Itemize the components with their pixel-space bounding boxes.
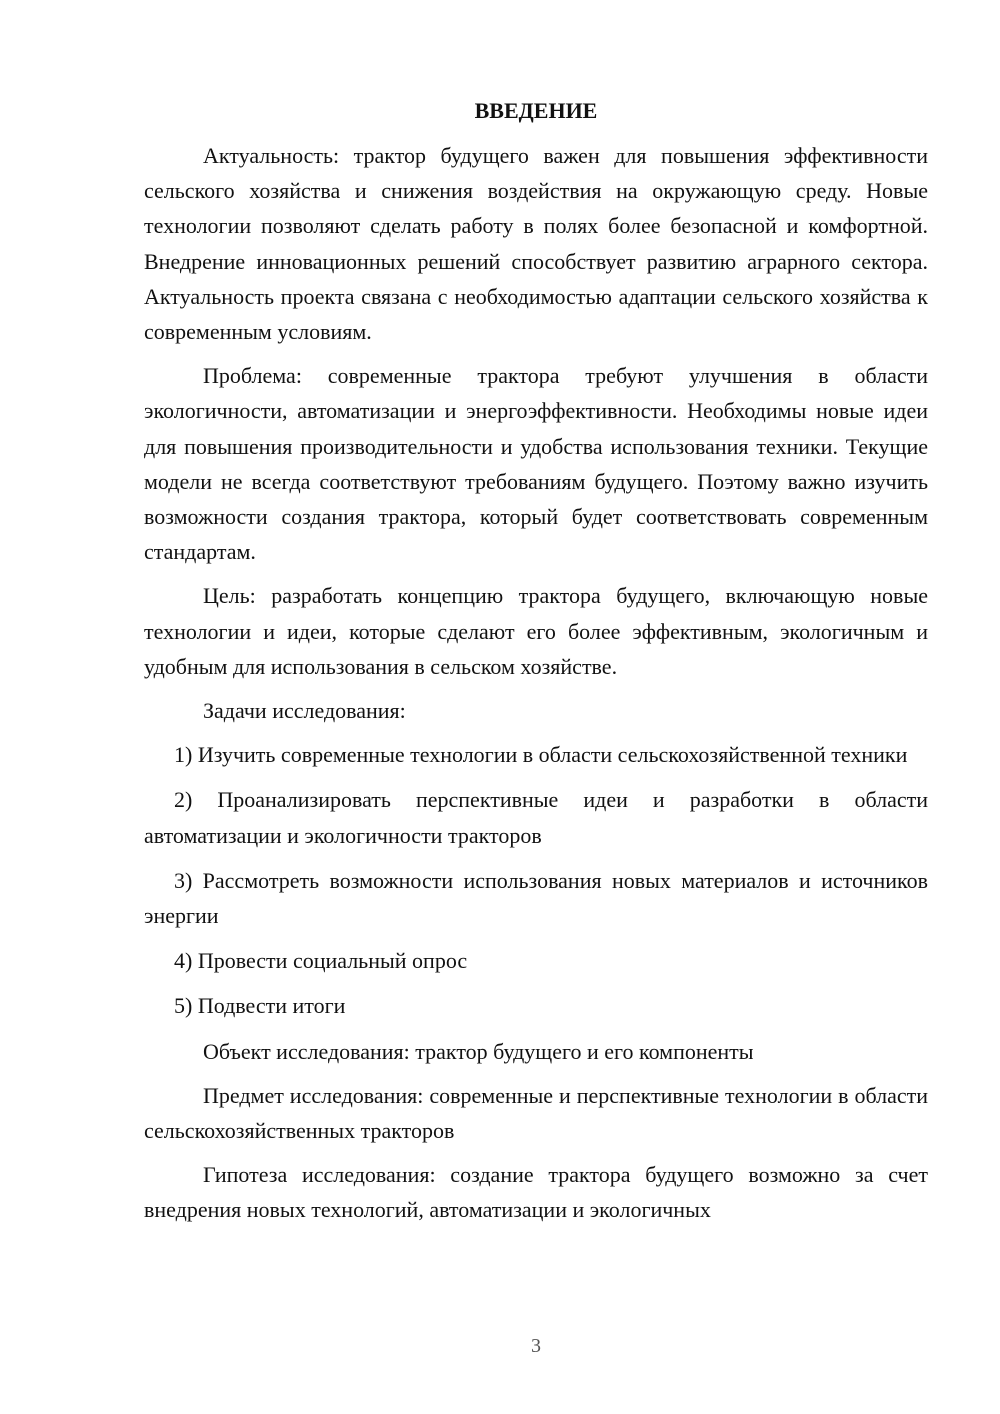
subject-paragraph: Предмет исследования: современные и перспективные технологии в области сельскохозяйственных тракторов bbox=[144, 1082, 928, 1144]
goal-paragraph: Цель: разработать концепцию трактора будущего, включающую новые технологии и идеи, которые сделают его более эффективным, экологичным и удобным для использования в сельском хозяйстве. bbox=[144, 583, 928, 679]
problem-paragraph: Проблема: современные трактора требуют улучшения в области экологичности, автоматизации и энергоэффективности. Необходимы новые идеи для повышения производительности и удобства использования техники. Текущие модели не всегда соответствуют требованиям будущего. Поэтому важно изучить возможности создания трактора, который будет соответствовать современным стандартам. bbox=[144, 363, 928, 565]
task-item-3: 3) Рассмотреть возможности использования новых материалов и источников энергии bbox=[144, 867, 928, 929]
page-number: 3 bbox=[531, 1335, 541, 1357]
object-paragraph: Объект исследования: трактор будущего и его компоненты bbox=[203, 1038, 754, 1064]
task-item-1: 1) Изучить современные технологии в области сельскохозяйственной техники bbox=[174, 742, 908, 768]
task-item-5: 5) Подвести итоги bbox=[174, 993, 346, 1019]
section-title: ВВЕДЕНИЕ bbox=[474, 98, 598, 123]
task-item-4: 4) Провести социальный опрос bbox=[174, 948, 468, 974]
page-content bbox=[144, 96, 928, 1237]
hypothesis-paragraph: Гипотеза исследования: создание трактора будущего возможно за счет внедрения новых технологий, автоматизации и экологичных bbox=[144, 1162, 928, 1223]
task-item-2: 2) Проанализировать перспективные идеи и разработки в области автоматизации и экологичности тракторов bbox=[144, 787, 928, 848]
relevance-paragraph: Актуальность: трактор будущего важен для повышения эффективности сельского хозяйства и снижения воздействия на окружающую среду. Новые технологии позволяют сделать работу в полях более безопасной и комфортной. Внедрение инновационных решений способствует развитию аграрного сектора. Актуальность проекта связана с необходимостью адаптации сельского хозяйства к современным условиям. bbox=[144, 143, 928, 345]
tasks-heading: Задачи исследования: bbox=[203, 698, 406, 724]
